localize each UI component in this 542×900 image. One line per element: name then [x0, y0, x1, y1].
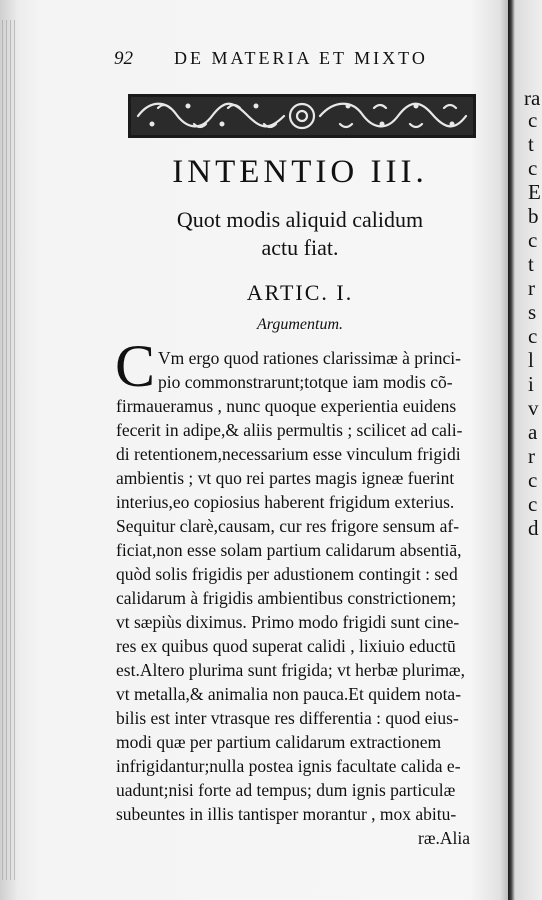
- text-line: est.Altero plurima sunt frigida; vt herbæ plurimæ,: [116, 660, 465, 680]
- running-title: DE MATERIA ET MIXTO: [174, 48, 428, 68]
- text-line: modi quæ per partium calidarum extractionem: [116, 732, 442, 752]
- text-line: res ex quibus quod superat calidi , lixiuio eductū: [116, 636, 456, 656]
- text-line: quòd solis frigidis per adustionem contingit : sed: [116, 564, 458, 584]
- text-line: firmaueramus , nunc quoque experientia euidens: [116, 396, 457, 416]
- argument-label: Argumentum.: [256, 316, 344, 333]
- edge-letter: ra: [524, 86, 541, 110]
- edge-letter: r: [528, 444, 535, 468]
- article-heading: ARTIC. I.: [246, 280, 354, 305]
- edge-letter: c: [528, 492, 538, 516]
- text-line: subeuntes in illis tantisper morantur , mox abitu-: [116, 804, 457, 824]
- text-line: calidarum à frigidis ambientibus constrictionem;: [116, 588, 457, 608]
- catchword-line: ræ.Alia: [418, 828, 471, 848]
- section-subtitle-line: actu fiat.: [261, 235, 339, 260]
- text-line: interius,eo copiosius haberent frigidum exterius.: [116, 492, 455, 512]
- text-line: ficiat,non esse solam partium calidarum absentiā,: [116, 540, 462, 560]
- edge-letter: r: [528, 276, 535, 300]
- text-line: Sequitur clarè,causam, cur res frigore sensum af-: [116, 516, 460, 536]
- section-subtitle-line: Quot modis aliquid calidum: [176, 207, 424, 232]
- running-head: [114, 44, 444, 70]
- edge-letter: c: [528, 156, 538, 180]
- page-number: 92: [114, 48, 133, 69]
- edge-letter: c: [528, 468, 538, 492]
- edge-letter: v: [528, 396, 539, 420]
- text-line: di retentionem,necessarium esse vinculum frigidi: [116, 444, 461, 464]
- drop-cap: C: [115, 333, 156, 399]
- edge-letter: c: [528, 228, 538, 252]
- text-line: ambientis ; vt quo rei partes magis igneæ fuerint: [116, 468, 455, 488]
- edge-letter: t: [528, 252, 534, 276]
- edge-letter: t: [528, 132, 534, 156]
- edge-letter: d: [528, 516, 539, 540]
- section-heading: INTENTIO III.: [172, 154, 428, 190]
- edge-letter: c: [528, 324, 538, 348]
- text-line: bilis est inter vtrasque res differentia : quod eius-: [116, 708, 459, 728]
- text-line: pio commonstrarunt;totque iam modis cõ-: [158, 372, 453, 392]
- edge-letter: E: [528, 180, 541, 204]
- adjacent-page-edge: [508, 0, 542, 900]
- text-line: uadunt;nisi forte ad tempus; dum ignis particulæ: [116, 780, 456, 800]
- headpiece-ornament: [128, 94, 476, 138]
- text-line: vt sæpiùs diximus. Primo modo frigidi sunt cine-: [116, 612, 460, 632]
- edge-letter: s: [528, 300, 537, 324]
- text-line: infrigidantur;nulla postea ignis facultate calida e-: [116, 756, 461, 776]
- text-line: Vm ergo quod rationes clarissimæ à princi-: [158, 348, 461, 368]
- edge-letter: i: [528, 372, 534, 396]
- edge-letter: a: [528, 420, 538, 444]
- edge-letter: c: [528, 108, 538, 132]
- gutter-page-edges: [2, 20, 18, 880]
- text-line: vt metalla,& animalia non pauca.Et quidem nota-: [116, 684, 462, 704]
- edge-letter: b: [528, 204, 539, 228]
- edge-letter: l: [528, 348, 534, 372]
- text-line: fecerit in adipe,& aliis permultis ; scilicet ad cali-: [116, 420, 463, 440]
